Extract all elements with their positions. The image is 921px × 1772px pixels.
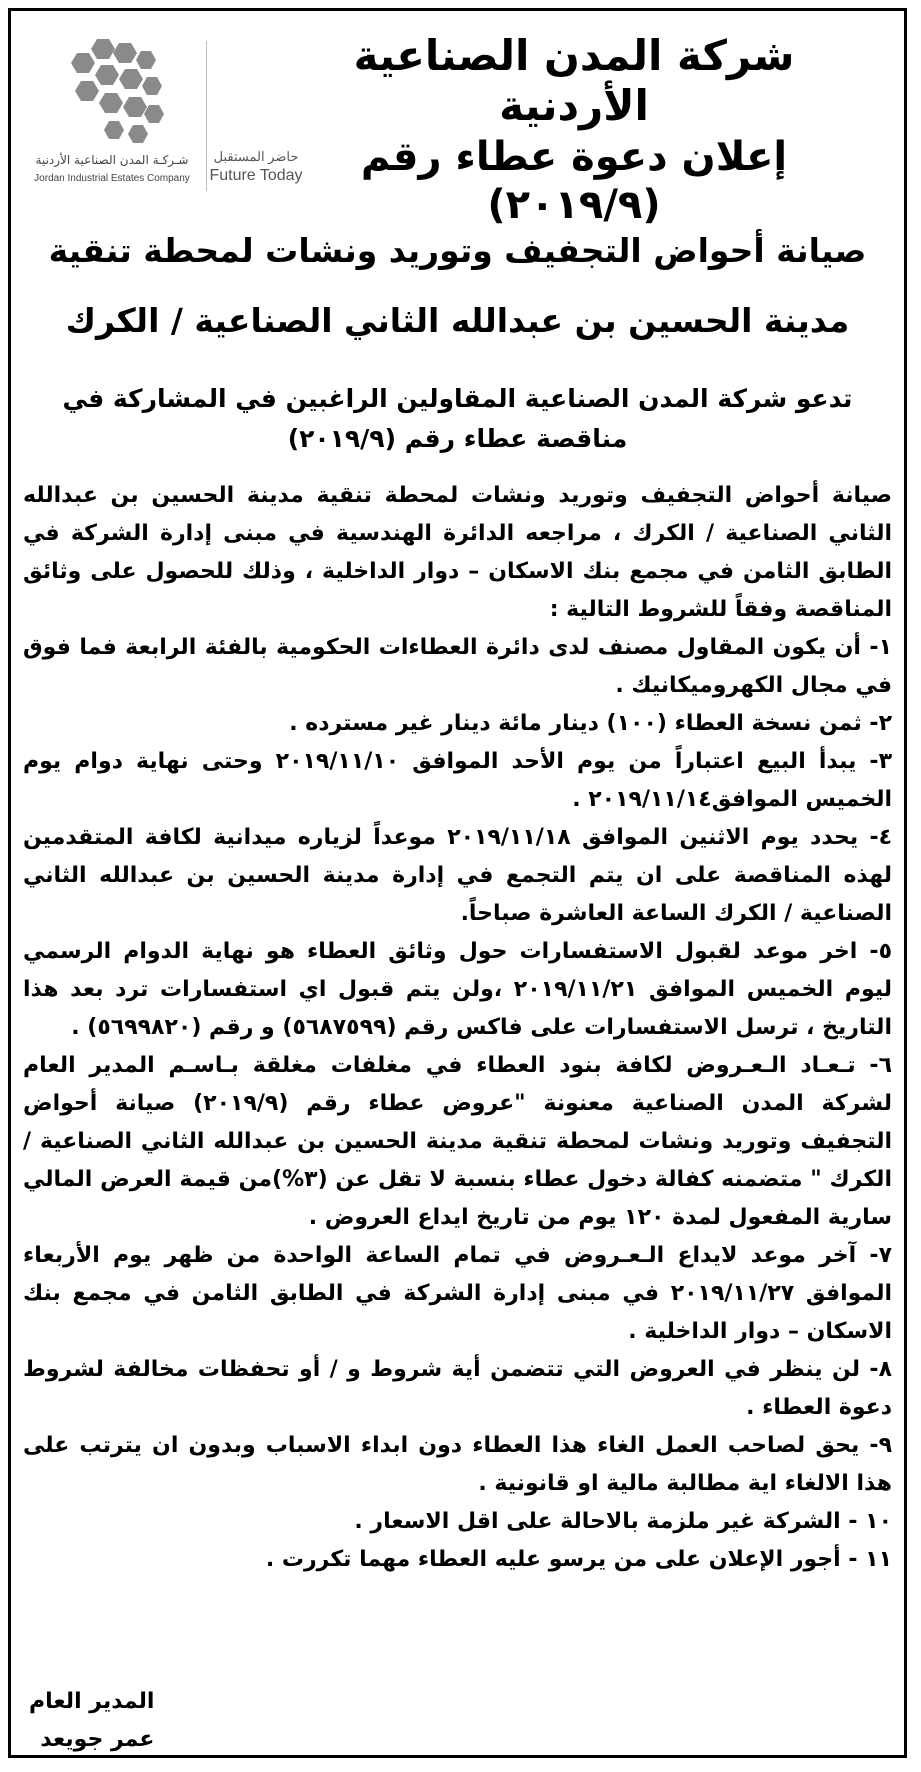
condition-item: ٤- يحدد يوم الاثنين الموافق ٢٠١٩/١١/١٨ موعداً لزياره ميدانية لكافة المتقدمين لهذه المناقصة على ان يتم التجمع في إدارة مدينة الحسين بن عبدالله الثاني الصناعية / الكرك الساعة العاشرة صباحاً. [23, 825, 893, 926]
logo-hexagon-pattern-icon [67, 35, 167, 147]
body-text [23, 477, 892, 1579]
company-logo [27, 35, 197, 195]
slogan-arabic: حاضر المستقبل [213, 149, 299, 164]
signature-name: عمر جويعد [40, 1727, 155, 1752]
company-title: شركة المدن الصناعية الأردنية [353, 31, 795, 131]
invite-title: إعلان دعوة عطاء رقم (٢٠١٩/٩) [360, 134, 788, 228]
condition-item: ٣- يبدأ البيع اعتباراً من يوم الأحد الموافق ٢٠١٩/١١/١٠ وحتى نهاية دوام يوم الخميس الموافق٢٠١٩/١١/١٤ . [23, 749, 892, 812]
body-intro: صيانة أحواض التجفيف وتوريد ونشات لمحطة تنقية مدينة الحسين بن عبدالله الثاني الصناعية / الكرك ، مراجعه الدائرة الهندسية في مبنى إدارة الشركة في الطابق الثامن في مجمع بنك الاسكان – دوار الداخلية ، وذلك للحصول على وثائق المناقصة وفقاً للشروط التالية : [23, 483, 892, 622]
intro-paragraph: تدعو شركة المدن الصناعية المقاولين الراغبين في المشاركة في مناقصة عطاء رقم (٢٠١٩/٩) [62, 384, 853, 453]
tender-subject: صيانة أحواض التجفيف وتوريد ونشات لمحطة تنقية مدينة الحسين بن عبدالله الثاني الصناعية / الكرك [48, 231, 867, 340]
signature-title: المدير العام [29, 1689, 155, 1714]
condition-item: ٦- تـعـاد الـعـروض لكافة بنود العطاء في مغلفات مغلقة بـاسـم المدير العام لشركة المدن الصناعية معنونة "عروض عطاء رقم (٢٠١٩/٩) صيانة أحواض التجفيف وتوريد ونشات لمحطة تنقية مدينة الحسين بن عبدالله الثاني الصناعية / الكرك " متضمنه كفالة دخول عطاء بنسبة لا تقل عن (٣%)من قيمة العرض المالي سارية المفعول لمدة ١٢٠ يوم من تاريخ ايداع العروض . [23, 1053, 892, 1230]
condition-item: ٩- يحق لصاحب العمل الغاء هذا العطاء دون ابداء الاسباب وبدون ان يترتب على هذا الالغاء اية مطالبة مالية او قانونية . [23, 1433, 892, 1496]
condition-item: ٨- لن ينظر في العروض التي تتضمن أية شروط و / أو تحفظات مخالفة لشروط دعوة العطاء . [23, 1357, 892, 1420]
signature-block [29, 1683, 154, 1759]
condition-item: ١- أن يكون المقاول مصنف لدى دائرة العطاءات الحكومية بالفئة الرابعة فما فوق في مجال الكهروميكانيك . [23, 635, 892, 698]
logo-text-english: Jordan Industrial Estates Company [34, 173, 190, 184]
slogan-english: Future Today [209, 167, 303, 184]
condition-item: ٧- آخر موعد لايداع الـعـروض في تمام الساعة الواحدة من ظهر يوم الأربعاء الموافق ٢٠١٩/١١/٢٧ في مبنى إدارة الشركة في الطابق الثامن في مجمع بنك الاسكان – دوار الداخلية . [23, 1243, 893, 1344]
advertisement [8, 8, 907, 1758]
condition-item: ١١ - أجور الإعلان على من يرسو عليه العطاء مهما تكررت . [265, 1547, 892, 1572]
condition-item: ١٠ - الشركة غير ملزمة بالاحالة على اقل الاسعار . [354, 1509, 892, 1534]
condition-item: ٥- اخر موعد لقبول الاستفسارات حول وثائق العطاء هو نهاية الدوام الرسمي ليوم الخميس الموافق ٢٠١٩/١١/٢١ ،ولن يتم قبول اي استفسارات ترد بعد هذا التاريخ ، ترسل الاستفسارات على فاكس رقم (٥٦٨٧٥٩٩) و رقم (٥٦٩٩٨٢٠) . [23, 939, 892, 1040]
logo-text-arabic: شـركـة المدن الصناعية الأردنية [35, 153, 189, 167]
condition-item: ٢- ثمن نسخة العطاء (١٠٠) دينار مائة دينار غير مسترده . [289, 711, 892, 736]
header [11, 11, 904, 228]
